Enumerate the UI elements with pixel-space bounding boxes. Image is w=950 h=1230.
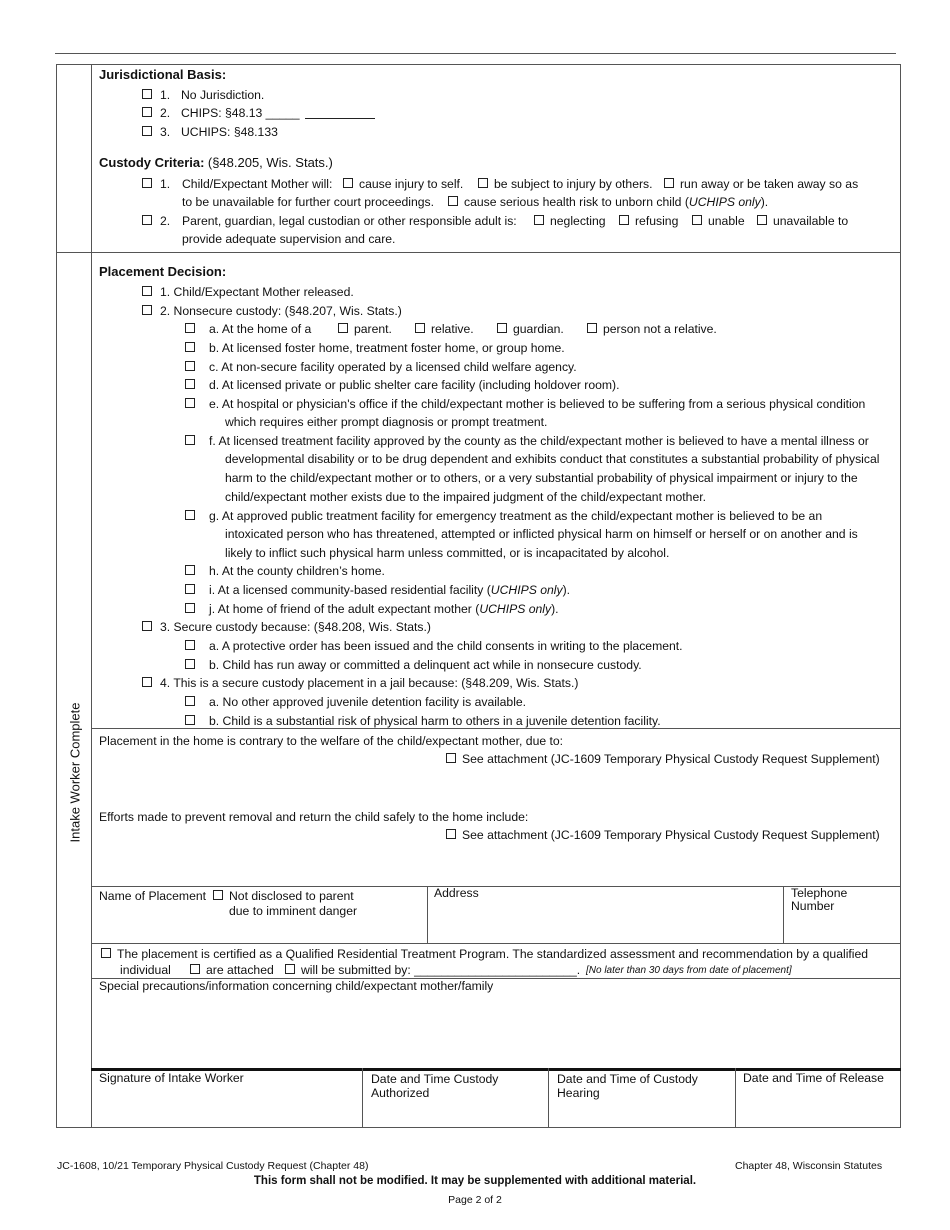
section-divider-2 [91, 728, 901, 729]
jurisdiction-num-1: 1. [160, 88, 171, 102]
placement-2a-relative: relative. [431, 322, 474, 336]
not-disclosed-line1: Not disclosed to parent [229, 889, 354, 903]
placement-2j-i: UCHIPS only [479, 602, 552, 616]
custody-item1-cont: to be unavailable for further court proceedings. [182, 195, 435, 209]
custody-item1-label: Child/Expectant Mother will: [182, 177, 333, 191]
hearing-label-2: Hearing [557, 1086, 600, 1100]
placement-opt-2: 2. Nonsecure custody: (§48.207, Wis. Stats.) [160, 304, 402, 318]
custody-opt-runaway: run away or be taken away so as [680, 177, 859, 191]
placement-2f-line4: child/expectant mother exists due to the impaired judgment of the child/expectant mother. [225, 490, 707, 504]
placement-2f-line2: developmental disability or to be drug dependent and exhibits conduct that constitutes a substantial probability of physical [225, 452, 880, 466]
placement-checkbox-1[interactable] [142, 286, 152, 296]
placement-2g-line1: g. At approved public treatment facility for emergency treatment as the child/expectant mother is believed to be an [209, 509, 823, 523]
contrary-text: Placement in the home is contrary to the welfare of the child/expectant mother, due to: [99, 734, 564, 748]
address-label: Address [434, 886, 479, 900]
placement-4b-checkbox[interactable] [185, 715, 195, 725]
telephone-label-2: Number [791, 899, 835, 913]
custody-opt-unborn [464, 195, 768, 209]
custody-title-suffix: (§48.205, Wis. Stats.) [207, 155, 333, 170]
placement-2f-line1: f. At licensed treatment facility approved by the county as the child/expectant mother is believed to have a mental illness or [209, 434, 869, 448]
signature-divider-1 [362, 1068, 363, 1128]
custody-opt-unborn-b: ). [760, 195, 769, 209]
section-divider-1 [56, 252, 901, 253]
placement-2f-checkbox[interactable] [185, 435, 195, 445]
placement-checkbox-2[interactable] [142, 305, 152, 315]
custody-opt-neglecting-checkbox[interactable] [534, 215, 544, 225]
custody-checkbox-2[interactable] [142, 215, 152, 225]
placement-2j-a: j. At home of friend of the adult expectant mother ( [209, 602, 480, 616]
efforts-attach-checkbox[interactable] [446, 829, 456, 839]
placement-2j [209, 602, 559, 616]
placement-opt-3: 3. Secure custody because: (§48.208, Wis. Stats.) [160, 620, 431, 634]
jurisdiction-checkbox-3[interactable] [142, 126, 152, 136]
placement-2b-checkbox[interactable] [185, 342, 195, 352]
placement-opt-1: 1. Child/Expectant Mother released. [160, 285, 354, 299]
placement-2e-checkbox[interactable] [185, 398, 195, 408]
custody-item2-label: Parent, guardian, legal custodian or other responsible adult is: [182, 214, 517, 228]
signature-divider-3 [735, 1068, 736, 1128]
custody-opt-unavailable-checkbox[interactable] [757, 215, 767, 225]
placement-checkbox-3[interactable] [142, 621, 152, 631]
jurisdiction-title: Jurisdictional Basis: [99, 67, 227, 82]
custody-opt-unborn-i: UCHIPS only [688, 195, 761, 209]
placement-3b: b. Child has run away or committed a delinquent act while in nonsecure custody. [209, 658, 642, 672]
sidebar-label: Intake Worker Complete [67, 702, 83, 843]
contrary-attach-checkbox[interactable] [446, 753, 456, 763]
custody-opt-others: be subject to injury by others. [494, 177, 653, 191]
placement-2f-line3: harm to the child/expectant mother or to others, or a very substantial probability of physical impairment or injury to the [225, 471, 858, 485]
efforts-attach: See attachment (JC-1609 Temporary Physical Custody Request Supplement) [462, 828, 880, 842]
section-divider-4 [91, 943, 901, 944]
placement-2g-line2: intoxicated person who has threatened, attempted or inflicted physical harm on himself or herself or on another and is [225, 527, 858, 541]
custody-opt-unborn-a: cause serious health risk to unborn child ( [464, 195, 689, 209]
custody-title: Custody Criteria: [99, 155, 205, 170]
qrtp-attached: are attached [206, 963, 274, 977]
placement-2i [209, 583, 570, 597]
signature-label: Signature of Intake Worker [99, 1071, 244, 1085]
placement-2g-line3: likely to inflict such physical harm unless committed, or is incapacitated by alcohol. [225, 546, 670, 560]
placement-2b: b. At licensed foster home, treatment foster home, or group home. [209, 341, 565, 355]
custody-opt-self: cause injury to self. [359, 177, 464, 191]
qrtp-attached-checkbox[interactable] [190, 964, 200, 974]
placement-4a-checkbox[interactable] [185, 696, 195, 706]
custody-checkbox-1[interactable] [142, 178, 152, 188]
not-disclosed-checkbox[interactable] [213, 890, 223, 900]
qrtp-individual: individual [120, 963, 171, 977]
custody-opt-runaway-checkbox[interactable] [664, 178, 674, 188]
jurisdiction-num-3: 3. [160, 125, 171, 139]
jurisdiction-label-1: No Jurisdiction. [181, 88, 265, 102]
footer-notice: This form shall not be modified. It may be supplemented with additional material. [253, 1175, 697, 1187]
contrary-attach: See attachment (JC-1609 Temporary Physical Custody Request Supplement) [462, 752, 880, 766]
hearing-label-1: Date and Time of Custody [557, 1072, 698, 1086]
custody-opt-refusing: refusing [635, 214, 679, 228]
placement-2j-b: ). [551, 602, 559, 616]
placement-2d: d. At licensed private or public shelter care facility (including holdover room). [209, 378, 620, 392]
placement-2i-checkbox[interactable] [185, 584, 195, 594]
placement-4a: a. No other approved juvenile detention facility is available. [209, 695, 527, 709]
qrtp-submitted-checkbox[interactable] [285, 964, 295, 974]
placement-3a-checkbox[interactable] [185, 640, 195, 650]
placement-2e-line1: e. At hospital or physician's office if the child/expectant mother is believed to be suffering from a serious physical condition [209, 397, 866, 411]
custody-item2-cont: provide adequate supervision and care. [182, 232, 396, 246]
placement-2i-a: i. At a licensed community-based residential facility ( [209, 583, 491, 597]
jurisdiction-num-2: 2. [160, 106, 171, 120]
placement-2a-checkbox[interactable] [185, 323, 195, 333]
placement-2a: a. At the home of a [209, 322, 312, 336]
placement-3a: a. A protective order has been issued and the child consents in writing to the placement. [209, 639, 683, 653]
placement-2c: c. At non-secure facility operated by a licensed child welfare agency. [209, 360, 577, 374]
placement-divider-1 [427, 886, 428, 943]
placement-2a-relative-checkbox[interactable] [415, 323, 425, 333]
jurisdiction-checkbox-2[interactable] [142, 107, 152, 117]
placement-2c-checkbox[interactable] [185, 361, 195, 371]
custody-num-1: 1. [160, 177, 171, 191]
custody-opt-self-checkbox[interactable] [343, 178, 353, 188]
placement-2a-parent: parent. [354, 322, 392, 336]
placement-checkbox-4[interactable] [142, 677, 152, 687]
custody-opt-unborn-checkbox[interactable] [448, 196, 458, 206]
authorized-label-1: Date and Time Custody [371, 1072, 499, 1086]
custody-opt-unable-checkbox[interactable] [692, 215, 702, 225]
footer-page: Page 2 of 2 [448, 1194, 502, 1206]
custody-num-2: 2. [160, 214, 171, 228]
placement-name-label: Name of Placement [99, 889, 207, 903]
placement-3b-checkbox[interactable] [185, 659, 195, 669]
placement-2a-notrelative: person not a relative. [603, 322, 717, 336]
placement-2g-checkbox[interactable] [185, 510, 195, 520]
custody-opt-unavailable: unavailable to [773, 214, 849, 228]
placement-2i-i: UCHIPS only [490, 583, 563, 597]
placement-4b: b. Child is a substantial risk of physical harm to others in a juvenile detention facility. [209, 714, 661, 728]
jurisdiction-checkbox-1[interactable] [142, 89, 152, 99]
efforts-text: Efforts made to prevent removal and return the child safely to the home include: [99, 810, 529, 824]
qrtp-submitted: will be submitted by: ________________________. [301, 963, 581, 977]
custody-title-row [99, 156, 333, 170]
placement-divider-2 [783, 886, 784, 943]
not-disclosed-line2: due to imminent danger [229, 904, 358, 918]
placement-2i-b: ). [562, 583, 571, 597]
footer-form-id: JC-1608, 10/21 Temporary Physical Custody Request (Chapter 48) [57, 1160, 369, 1172]
custody-opt-refusing-checkbox[interactable] [619, 215, 629, 225]
telephone-label-1: Telephone [791, 886, 848, 900]
section-divider-3 [91, 886, 901, 887]
placement-title: Placement Decision: [99, 264, 227, 279]
footer-statutes: Chapter 48, Wisconsin Statutes [735, 1160, 883, 1172]
qrtp-checkbox[interactable] [101, 948, 111, 958]
signature-divider-2 [548, 1068, 549, 1128]
placement-2h: h. At the county children’s home. [209, 564, 385, 578]
placement-2d-checkbox[interactable] [185, 379, 195, 389]
placement-2a-guardian: guardian. [513, 322, 564, 336]
release-label: Date and Time of Release [743, 1071, 884, 1085]
jurisdiction-label-2: CHIPS: §48.13 _____ [181, 106, 300, 120]
top-rule [55, 53, 896, 54]
special-label: Special precautions/information concerning child/expectant mother/family [99, 979, 494, 993]
placement-2h-checkbox[interactable] [185, 565, 195, 575]
placement-2a-guardian-checkbox[interactable] [497, 323, 507, 333]
placement-2a-parent-checkbox[interactable] [338, 323, 348, 333]
placement-opt-4: 4. This is a secure custody placement in a jail because: (§48.209, Wis. Stats.) [160, 676, 579, 690]
authorized-label-2: Authorized [371, 1086, 430, 1100]
custody-opt-others-checkbox[interactable] [478, 178, 488, 188]
custody-opt-unable: unable [708, 214, 745, 228]
sidebar-divider [91, 64, 92, 1128]
placement-2a-notrelative-checkbox[interactable] [587, 323, 597, 333]
custody-opt-neglecting: neglecting [550, 214, 606, 228]
jurisdiction-label-3: UCHIPS: §48.133 [181, 125, 278, 139]
placement-2e-line2: which requires either prompt diagnosis or prompt treatment. [225, 415, 548, 429]
chips-blank-line[interactable] [305, 118, 375, 119]
qrtp-line1: The placement is certified as a Qualified Residential Treatment Program. The standardized assessment and recommendation by a qualified [117, 947, 869, 961]
placement-2j-checkbox[interactable] [185, 603, 195, 613]
qrtp-note: [No later than 30 days from date of placement] [586, 965, 792, 976]
